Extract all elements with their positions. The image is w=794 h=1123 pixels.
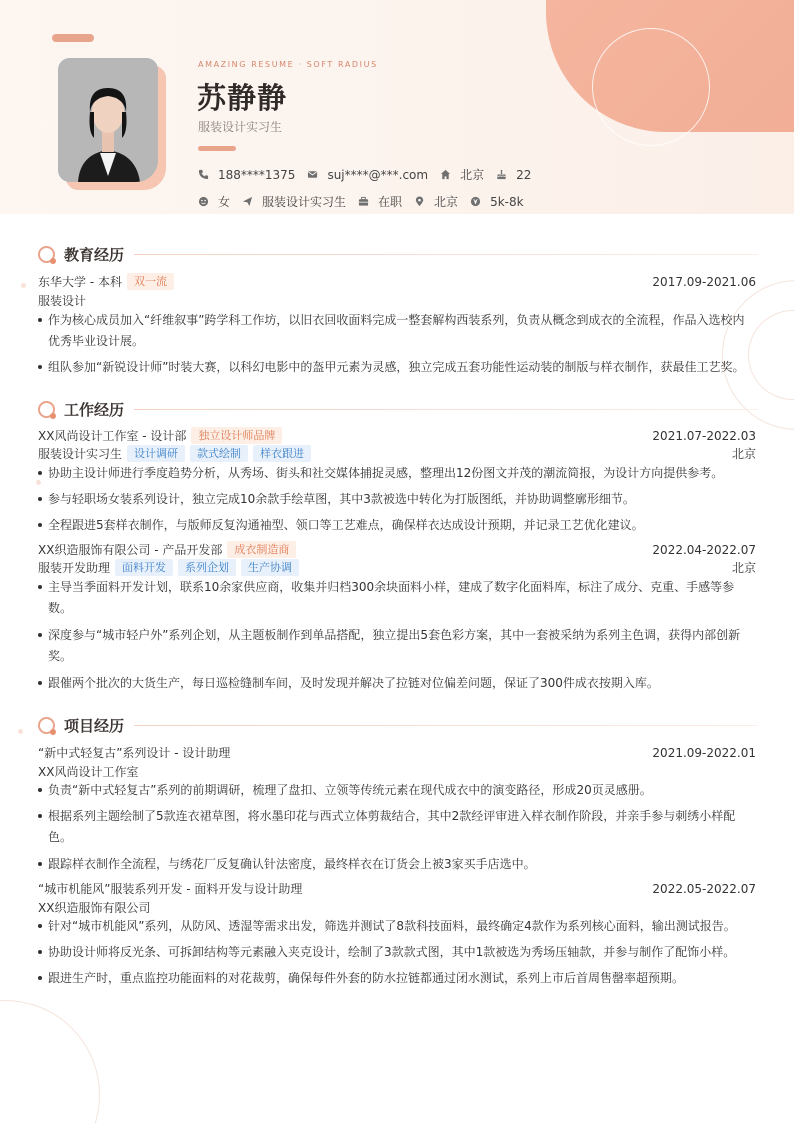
salary-text: 5k-8k xyxy=(490,194,524,209)
education-section-header xyxy=(38,244,758,265)
status-text: 在职 xyxy=(378,195,403,209)
job-company-row xyxy=(38,541,756,558)
school-name: 东华大学 - 本科 xyxy=(38,275,122,289)
decorative-pill xyxy=(52,34,94,42)
decorative-dot xyxy=(18,729,23,734)
job-position: 服装开发助理 xyxy=(38,561,111,575)
section-icon xyxy=(38,401,56,419)
project-name: “城市机能风”服装系列开发 - 面料开发与设计助理 xyxy=(38,882,303,896)
project-bullet: 根据系列主题绘制了5款连衣裙草图，将水墨印花与西式立体剪裁结合，其中2款经评审进入样衣制作阶段，并亲手参与刺绣小样配色。 xyxy=(38,806,756,848)
cake-icon xyxy=(496,169,507,180)
project-row xyxy=(38,880,756,897)
resume-header xyxy=(0,0,794,214)
section-icon xyxy=(38,246,56,264)
job-bullet: 深度参与“城市轻户外”系列企划，从主题板制作到单品搭配，独立提出5套色彩方案，其中一套被采纳为系列主色调，获得内部创新奖。 xyxy=(38,625,756,667)
company-tag: 成衣制造商 xyxy=(227,541,296,558)
mail-icon xyxy=(307,169,318,180)
section-title: 工作经历 xyxy=(64,401,125,419)
section-icon xyxy=(38,717,56,735)
salary-item xyxy=(470,195,524,209)
job-bullet: 跟催两个批次的大货生产，每日巡检缝制车间，及时发现并解决了拉链对位偏差问题，保证了300件成衣按期入库。 xyxy=(38,673,756,694)
work-section-header xyxy=(38,399,758,420)
location-pin-icon xyxy=(414,196,425,207)
project-bullet: 跟踪样衣制作全流程，与绣花厂反复确认针法密度，最终样衣在订货会上被3家买手店选中。 xyxy=(38,854,756,875)
section-title: 教育经历 xyxy=(64,246,125,264)
skill-tag: 系列企划 xyxy=(178,559,236,576)
education-bullet: 作为核心成员加入“纤维叙事”跨学科工作坊，以旧衣回收面料完成一整套解构西装系列，负责从概念到成衣的全流程，作品入选校内优秀毕业设计展。 xyxy=(38,310,756,352)
section-divider xyxy=(134,725,758,726)
home-text: 北京 xyxy=(460,168,485,182)
job-date: 2021.07-2022.03 xyxy=(652,428,756,443)
candidate-name: 苏静静 xyxy=(197,81,288,115)
age-text: 22 xyxy=(516,167,532,182)
target-city-text: 北京 xyxy=(434,195,459,209)
education-row xyxy=(38,273,756,290)
decorative-dot xyxy=(21,283,26,288)
target-role-item xyxy=(242,193,346,210)
project-bullet: 针对“城市机能风”系列，从防风、透湿等需求出发，筛选并测试了8款科技面料，最终确定4款作为系列核心面料，输出测试报告。 xyxy=(38,916,756,937)
job-date: 2022.04-2022.07 xyxy=(652,542,756,557)
decorative-ring xyxy=(592,28,710,146)
target-role-text: 服装设计实习生 xyxy=(262,195,347,209)
project-org: XX风尚设计工作室 xyxy=(38,765,139,779)
section-divider xyxy=(134,409,758,410)
job-city: 北京 xyxy=(731,561,756,575)
skill-tag: 设计调研 xyxy=(127,445,185,462)
job-position-row xyxy=(38,559,756,576)
candidate-role: 服装设计实习生 xyxy=(198,120,283,134)
major: 服装设计 xyxy=(38,294,87,308)
name-underline xyxy=(198,146,236,151)
phone-item xyxy=(198,168,295,182)
skill-tag: 款式绘制 xyxy=(190,445,248,462)
project-row xyxy=(38,744,756,761)
projects-section-header xyxy=(38,715,758,736)
skill-tag: 生产协调 xyxy=(241,559,299,576)
status-item xyxy=(358,193,402,210)
job-bullet: 参与轻职场女装系列设计，独立完成10余款手绘草图，其中3款被选中转化为打版图纸，并协助调整廓形细节。 xyxy=(38,489,756,510)
job-company-row xyxy=(38,427,756,444)
email-item xyxy=(307,168,428,182)
section-divider xyxy=(134,254,758,255)
job-position-row xyxy=(38,445,756,462)
salary-icon xyxy=(470,196,481,207)
skill-tag: 面料开发 xyxy=(115,559,173,576)
school-tag: 双一流 xyxy=(127,273,174,290)
resume-tagline: AMAZING RESUME · SOFT RADIUS xyxy=(198,60,378,69)
education-date: 2017.09-2021.06 xyxy=(652,274,756,289)
project-date: 2022.05-2022.07 xyxy=(652,881,756,896)
company-name: XX风尚设计工作室 - 设计部 xyxy=(38,429,187,443)
education-bullet: 组队参加“新锐设计师”时装大赛，以科幻电影中的盔甲元素为灵感，独立完成五套功能性运动装的制版与样衣制作，获最佳工艺奖。 xyxy=(38,357,756,378)
gender-icon xyxy=(198,196,209,207)
job-info-row xyxy=(198,193,536,210)
project-bullet: 协助设计师将反光条、可拆卸结构等元素融入夹克设计，绘制了3款款式图，其中1款被选为秀场压轴款，并参与制作了配饰小样。 xyxy=(38,942,756,963)
project-date: 2021.09-2022.01 xyxy=(652,745,756,760)
company-tag: 独立设计师品牌 xyxy=(191,427,282,444)
company-name: XX织造服饰有限公司 - 产品开发部 xyxy=(38,543,223,557)
email-text: suj****@***.com xyxy=(327,167,429,182)
gender-item xyxy=(198,193,230,210)
home-icon xyxy=(440,169,451,180)
target-city-item xyxy=(414,193,458,210)
section-title: 项目经历 xyxy=(64,717,125,735)
avatar xyxy=(58,58,158,182)
job-bullet: 全程跟进5套样衣制作，与版师反复沟通袖型、领口等工艺难点，确保样衣达成设计预期，并记录工艺优化建议。 xyxy=(38,515,756,536)
job-bullet: 主导当季面料开发计划，联系10余家供应商，收集并归档300余块面料小样，建成了数字化面料库，标注了成分、克重、手感等参数。 xyxy=(38,577,756,619)
decorative-ring xyxy=(0,1000,100,1123)
contact-info-row xyxy=(198,166,543,183)
job-position: 服装设计实习生 xyxy=(38,447,123,461)
phone-text: 188****1375 xyxy=(218,167,296,182)
age-item xyxy=(496,168,531,182)
project-name: “新中式轻复古”系列设计 - 设计助理 xyxy=(38,746,231,760)
job-city: 北京 xyxy=(731,447,756,461)
project-bullet: 跟进生产时，重点监控功能面料的对花裁剪，确保每件外套的防水拉链都通过闭水测试，系列上市后首周售罄率超预期。 xyxy=(38,968,756,989)
send-icon xyxy=(242,196,253,207)
gender-text: 女 xyxy=(218,195,231,209)
briefcase-icon xyxy=(358,196,369,207)
project-org: XX织造服饰有限公司 xyxy=(38,901,151,915)
project-bullet: 负责“新中式轻复古”系列的前期调研，梳理了盘扣、立领等传统元素在现代成衣中的演变路径，形成20页灵感册。 xyxy=(38,780,756,801)
home-item xyxy=(440,166,484,183)
job-bullet: 协助主设计师进行季度趋势分析，从秀场、街头和社交媒体捕捉灵感，整理出12份图文并茂的潮流简报，为设计方向提供参考。 xyxy=(38,463,756,484)
phone-icon xyxy=(198,169,209,180)
skill-tag: 样衣跟进 xyxy=(253,445,311,462)
